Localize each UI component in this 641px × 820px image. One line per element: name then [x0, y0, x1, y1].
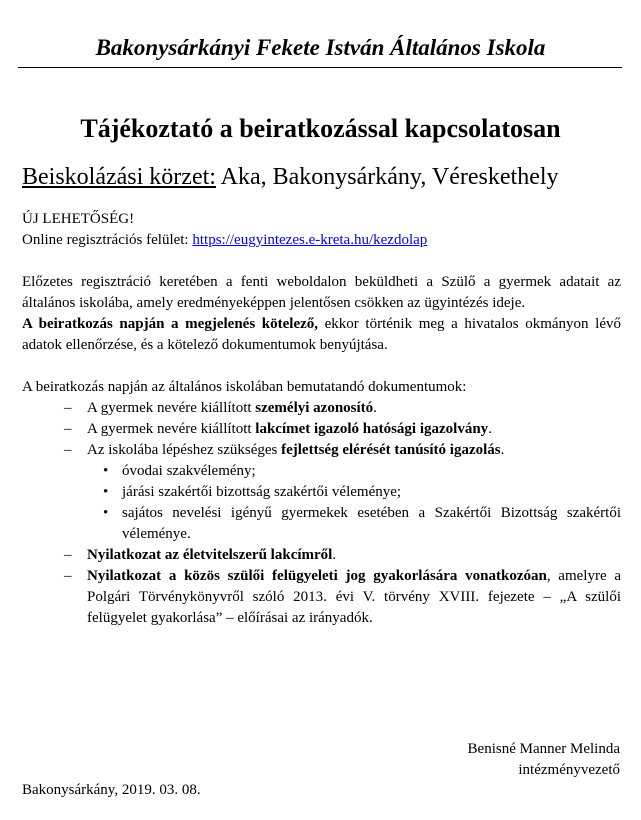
online-label: Online regisztrációs felület:: [22, 232, 193, 248]
sub-list-item: • sajátos nevelési igényű gyermekek esetében a Szakértői Bizottság szakértői véleménye.: [87, 503, 621, 545]
document-title: Tájékoztató a beiratkozással kapcsolatosan: [80, 114, 561, 143]
list-item: [22, 419, 621, 440]
item-text-end: .: [488, 421, 492, 437]
header-rule: [18, 67, 622, 68]
attendance-required-text: A beiratkozás napján a megjelenés kötelező,: [22, 316, 319, 332]
online-line: [22, 230, 621, 251]
list-item: [22, 440, 621, 545]
documents-list: [22, 398, 621, 629]
item-bold-text: Nyilatkozat az életvitelszerű lakcímről: [87, 547, 333, 563]
sub-list-item: • járási szakértői bizottság szakértői véleménye;: [87, 482, 621, 503]
signature-block: [468, 739, 620, 781]
item-bold-text: Nyilatkozat a közös szülői felügyeleti jog gyakorlására vonatkozóan: [87, 568, 547, 584]
sub-list-item: • óvodai szakvélemény;: [87, 461, 621, 482]
list-item: [22, 545, 621, 566]
district-line: [22, 162, 559, 192]
item-text-end: .: [500, 442, 505, 458]
list-item: [22, 398, 621, 419]
list-item: [22, 566, 621, 629]
item-bold-text: lakcímet igazoló hatósági igazolvány: [255, 421, 489, 437]
attendance-rest-text: ekkor történik meg a hivatalos okmányon lévő adatok ellenőrzése, és a kötelező dokumentumok benyújtása.: [22, 316, 621, 353]
item-bold-text: fejlettség elérését tanúsító igazolás: [281, 442, 501, 458]
documents-heading: A beiratkozás napján az általános iskolában bemutatandó dokumentumok:: [22, 379, 467, 395]
item-text: A gyermek nevére kiállított: [87, 421, 256, 437]
document-body: [22, 209, 621, 629]
item-text-end: .: [332, 547, 337, 563]
attendance-paragraph: [22, 314, 621, 356]
item-text-end: .: [373, 400, 377, 416]
signatory-name: Benisné Manner Melinda: [467, 741, 620, 757]
item-text: Az iskolába lépéshez szükséges: [87, 442, 282, 458]
item-text: A gyermek nevére kiállított: [87, 400, 256, 416]
item-bold-text: személyi azonosító: [255, 400, 374, 416]
sub-list: [87, 461, 621, 545]
place-and-date: Bakonysárkány, 2019. 03. 08.: [22, 782, 201, 798]
intro-paragraph: Előzetes regisztráció keretében a fenti weboldalon beküldheti a Szülő a gyermek adatait az általános iskolába, amely eredményeképpen jelentősen csökken az ügyintézés ideje.: [22, 274, 621, 311]
item-text-end: , amelyre a Polgári Törvénykönyvről szóló 2013. évi V. törvény XVIII. fejezete – „A szülői felügyelet gyakorlása” – előírásai az irányadók.: [87, 568, 621, 626]
signatory-role: intézményvezető: [518, 762, 620, 778]
school-name: Bakonysárkányi Fekete István Általános Iskola: [95, 35, 546, 60]
online-registration-link[interactable]: https://eugyintezes.e-kreta.hu/kezdolap: [192, 232, 428, 248]
notice-headline: ÚJ LEHETŐSÉG!: [22, 211, 135, 227]
district-value: Aka, Bakonysárkány, Véreskethely: [215, 164, 559, 190]
district-label: Beiskolázási körzet:: [22, 164, 216, 190]
